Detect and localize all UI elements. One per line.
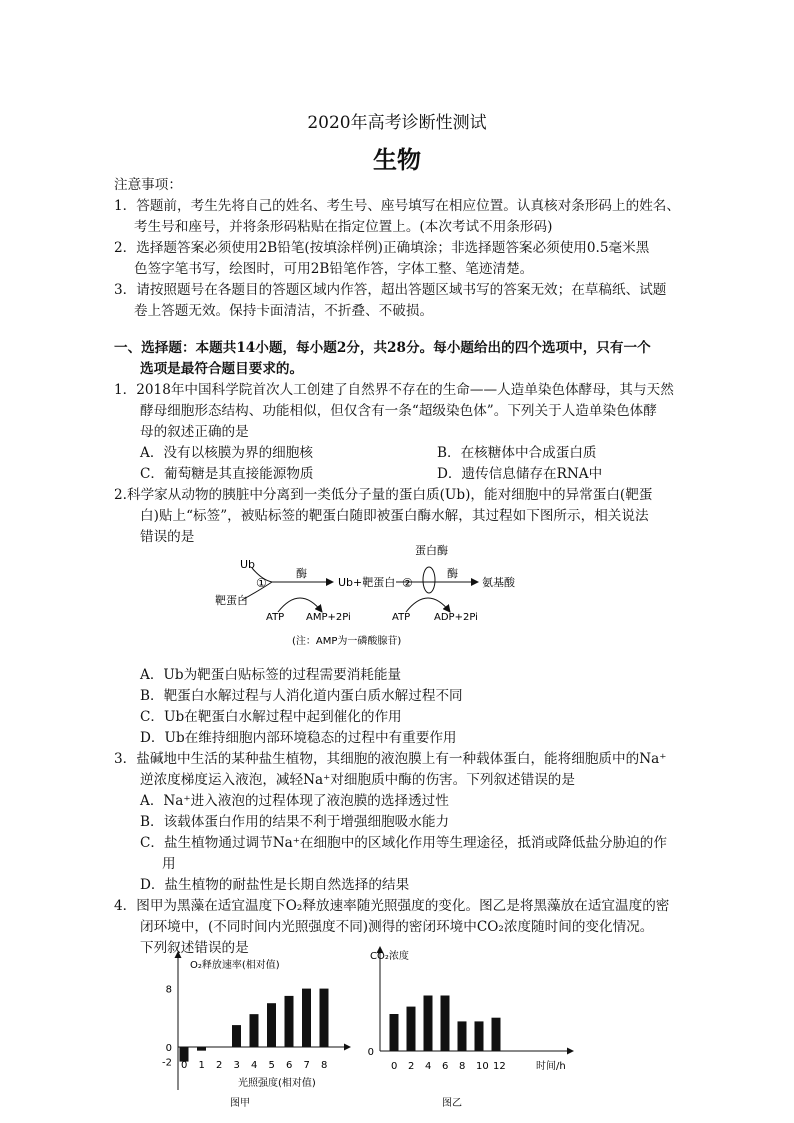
note-2a: 2．选择题答案必须使用2B铅笔(按填涂样例)正确填涂；非选择题答案必须使用0.5毫米黑 (114, 240, 650, 256)
adp-label: ADP+2Pi (434, 612, 478, 623)
chart-jia-ylabel: O₂释放速率(相对值) (190, 960, 280, 971)
note-2b: 色签字笔书写，绘图时，可用2B铅笔作答，字体工整、笔迹清楚。 (134, 261, 534, 277)
chart-jia-x-tick: 7 (303, 1060, 310, 1071)
chart-yi-ylabel: CO₂浓度 (370, 951, 409, 962)
step-1-marker: ① (256, 576, 267, 590)
chart-yi-x-tick: 0 (391, 1061, 398, 1072)
chart-yi-xlabel: 时间/h (536, 1061, 566, 1072)
protease-shape (423, 567, 435, 593)
chart-jia-y-tick: 8 (165, 984, 172, 996)
chart-yi-bar (475, 1021, 484, 1051)
exam-title: 2020年高考诊断性测试 (307, 113, 487, 133)
atp-1-label: ATP (266, 612, 285, 623)
note-3a: 3．请按照题号在各题目的答题区域内作答，超出答题区域书写的答案无效；在草稿纸、试题 (114, 282, 667, 298)
atp-2-label: ATP (392, 612, 411, 623)
chart-jia-bar (302, 989, 311, 1047)
q1-option-b: B．在核糖体中合成蛋白质 (437, 445, 597, 461)
enzyme-2-label: 酶 (447, 567, 458, 580)
chart-jia-xlabel: 光照强度(相对值) (238, 1078, 316, 1089)
q3-stem-1: 3．盐碱地中生活的某种盐生植物，其细胞的液泡膜上有一种载体蛋白，能将细胞质中的Na⁺ (114, 751, 667, 767)
chart-jia-bar (320, 989, 329, 1047)
ubiquitin-diagram (200, 540, 540, 655)
q1-option-c: C．葡萄糖是其直接能源物质 (140, 466, 314, 482)
q3-option-c-cont: 用 (162, 856, 176, 872)
chart-jia-bar (232, 1025, 241, 1047)
enzyme-1-label: 酶 (296, 567, 307, 580)
chart-jia-x-tick: 6 (286, 1060, 293, 1071)
q4-stem-1: 4．图甲为黑藻在适宜温度下O₂释放速率随光照强度的变化。图乙是将黑藻放在适宜温度的密 (114, 898, 670, 914)
ub-label: Ub (240, 558, 256, 571)
chart-yi-x-tick: 10 (476, 1061, 489, 1072)
q3-option-b: B．该载体蛋白作用的结果不利于增强细胞吸水能力 (140, 814, 450, 830)
chart-jia-bar (197, 1047, 206, 1051)
chart-yi-y-tick: 0 (367, 1047, 374, 1058)
chart-jia-x-tick: 2 (216, 1060, 223, 1071)
q3-option-c: C．盐生植物通过调节Na⁺在细胞中的区域化作用等生理途径，抵消或降低盐分胁迫的作 (140, 835, 667, 851)
note-1a: 1．答题前，考生先将自己的姓名、考生号、座号填写在相应位置。认真核对条形码上的姓名、 (114, 198, 680, 214)
q3-option-a: A．Na⁺进入液泡的过程体现了液泡膜的选择透过性 (140, 793, 449, 809)
chart-yi-bar (458, 1021, 467, 1051)
chart-jia-bar (250, 1014, 259, 1047)
chart-yi-bar (441, 996, 450, 1052)
step-2-marker: ② (402, 576, 413, 590)
chart-yi-bar (492, 1018, 501, 1051)
amp-label: AMP+2Pi (306, 612, 351, 623)
q3-stem-2: 逆浓度梯度运入液泡，减轻Na⁺对细胞质中酶的伤害。下列叙述错误的是 (140, 772, 575, 788)
q4-stem-3: 下列叙述错误的是 (140, 940, 249, 956)
diagram-note: (注：AMP为一磷酸腺苷) (292, 636, 402, 647)
chart-yi-caption: 图乙 (442, 1098, 462, 1109)
chart-jia-x-tick: 8 (321, 1060, 328, 1071)
q2-stem-1: 2.科学家从动物的胰脏中分离到一类低分子量的蛋白质(Ub)，能对细胞中的异常蛋白(靶蛋 (114, 487, 653, 503)
q2-option-b: B．靶蛋白水解过程与人消化道内蛋白质水解过程不同 (140, 688, 463, 704)
chart-jia-x-tick: 5 (268, 1060, 275, 1071)
q1-stem-3: 母的叙述正确的是 (140, 424, 249, 440)
q2-option-c: C．Ub在靶蛋白水解过程中起到催化的作用 (140, 709, 402, 725)
subject-title: 生物 (373, 145, 421, 174)
chart-jia-x-tick: 4 (251, 1060, 258, 1071)
ub-target-complex-label: Ub+靶蛋白 (338, 576, 396, 589)
chart-jia-bar (285, 996, 294, 1047)
note-1b: 考生号和座号，并将条形码粘贴在指定位置上。(本次考试不用条形码) (134, 219, 553, 235)
q1-option-d: D．遗传信息储存在RNA中 (437, 466, 603, 482)
chart-yi-x-tick: 8 (459, 1061, 466, 1072)
atp-curve-2 (406, 598, 450, 612)
q4-stem-2: 闭环境中，(不同时间内光照强度不同)测得的密闭环境中CO₂浓度随时间的变化情况。 (140, 919, 654, 935)
chart-jia-y-tick: 0 (165, 1043, 172, 1054)
chart-jia-x-tick: 1 (198, 1060, 205, 1071)
chart-yi-bar (424, 996, 433, 1052)
amino-acid-label: 氨基酸 (482, 576, 515, 589)
target-protein-label: 靶蛋白 (215, 594, 248, 607)
chart-jia-bar (267, 1003, 276, 1047)
section-heading: 一、选择题：本题共14小题，每小题2分，共28分。每小题给出的四个选项中，只有一个 (114, 340, 651, 356)
q2-stem-3: 错误的是 (140, 529, 195, 545)
chart-jia-x-tick: 3 (233, 1060, 240, 1071)
chart-yi-x-tick: 12 (493, 1061, 506, 1072)
notes-heading: 注意事项： (114, 177, 182, 193)
chart-jia (150, 950, 360, 1115)
chart-yi-bar (407, 1007, 416, 1051)
chart-yi-bar (390, 1014, 399, 1051)
section-heading-2: 选项是最符合题目要求的。 (140, 361, 304, 377)
chart-jia-y-tick: -2 (162, 1057, 172, 1069)
chart-yi-x-tick: 6 (442, 1061, 449, 1072)
note-3b: 卷上答题无效。保持卡面清洁，不折叠、不破损。 (134, 303, 434, 319)
chart-yi-x-tick: 2 (408, 1061, 415, 1072)
chart-jia-caption: 图甲 (230, 1098, 250, 1109)
atp-curve-1 (278, 598, 322, 612)
chart-yi (358, 945, 578, 1115)
q2-option-a: A．Ub为靶蛋白贴标签的过程需要消耗能量 (140, 667, 402, 683)
q1-option-a: A．没有以核膜为界的细胞核 (140, 445, 313, 461)
chart-yi-x-tick: 4 (425, 1061, 432, 1072)
q1-stem-2: 酵母细胞形态结构、功能相似，但仅含有一条“超级染色体”。下列关于人造单染色体酵 (140, 403, 657, 419)
chart-jia-x-tick: 0 (181, 1060, 188, 1071)
q1-stem-1: 1．2018年中国科学院首次人工创建了自然界不存在的生命——人造单染色体酵母，其与天然 (114, 382, 674, 398)
q2-option-d: D．Ub在维持细胞内部环境稳态的过程中有重要作用 (140, 730, 457, 746)
q3-option-d: D．盐生植物的耐盐性是长期自然选择的结果 (140, 877, 410, 893)
protease-label: 蛋白酶 (415, 544, 448, 557)
q2-stem-2: 白)贴上“标签”，被贴标签的靶蛋白随即被蛋白酶水解，其过程如下图所示，相关说法 (140, 508, 649, 524)
